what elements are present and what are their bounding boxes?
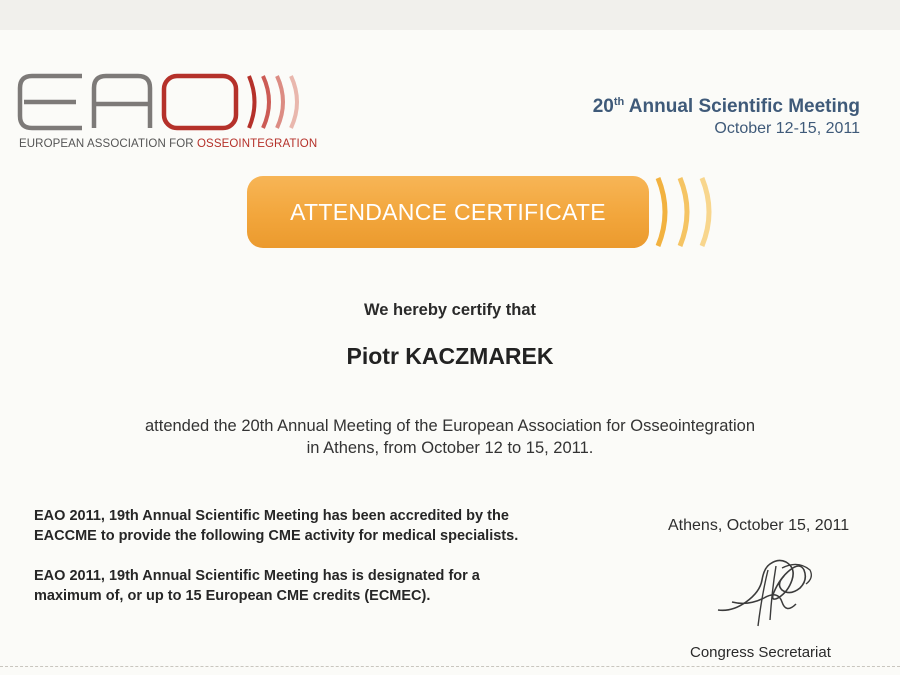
signatory-title: Congress Secretariat bbox=[690, 644, 831, 661]
handwritten-signature bbox=[712, 540, 822, 640]
recipient-name: Piotr KACZMAREK bbox=[346, 343, 554, 369]
meeting-ordinal-suffix: th bbox=[613, 96, 625, 108]
banner-waves-icon bbox=[650, 172, 734, 252]
banner-title: ATTENDANCE CERTIFICATE bbox=[290, 198, 606, 225]
accreditation-2-line-1: EAO 2011, 19th Annual Scientific Meeting has is designated for a bbox=[34, 568, 480, 584]
logo-subtitle bbox=[19, 138, 317, 150]
attendance-statement bbox=[0, 415, 900, 459]
top-scan-strip bbox=[0, 0, 900, 30]
place-and-date: Athens, October 15, 2011 bbox=[668, 517, 850, 534]
meeting-dates: October 12-15, 2011 bbox=[714, 120, 860, 137]
eao-logo bbox=[16, 70, 316, 160]
accreditation-1-line-2: EACCME to provide the following CME activity for medical specialists. bbox=[34, 528, 519, 544]
logo-subtitle-prefix: EUROPEAN ASSOCIATION FOR bbox=[19, 138, 198, 150]
meeting-title bbox=[593, 90, 860, 119]
meeting-header bbox=[593, 90, 860, 139]
certify-statement: We hereby certify that bbox=[363, 301, 537, 319]
accreditation-note-2 bbox=[34, 566, 644, 606]
accreditation-1-line-1: EAO 2011, 19th Annual Scientific Meeting has been accredited by the bbox=[34, 508, 509, 524]
bottom-border bbox=[0, 666, 900, 667]
accreditation-2-line-2: maximum of, or up to 15 European CME credits (ECMEC). bbox=[34, 588, 431, 604]
attendance-line-2: in Athens, from October 12 to 15, 2011. bbox=[306, 439, 594, 457]
accreditation-note-1 bbox=[34, 506, 644, 546]
meeting-title-rest: Annual Scientific Meeting bbox=[624, 96, 860, 117]
attendance-line-1: attended the 20th Annual Meeting of the European Association for Osseointegration bbox=[144, 417, 755, 435]
eao-logo-mark bbox=[16, 70, 316, 136]
certificate-banner bbox=[247, 176, 649, 248]
logo-subtitle-accent: OSSEOINTEGRATION bbox=[197, 138, 318, 150]
meeting-ordinal: 20 bbox=[592, 96, 614, 117]
